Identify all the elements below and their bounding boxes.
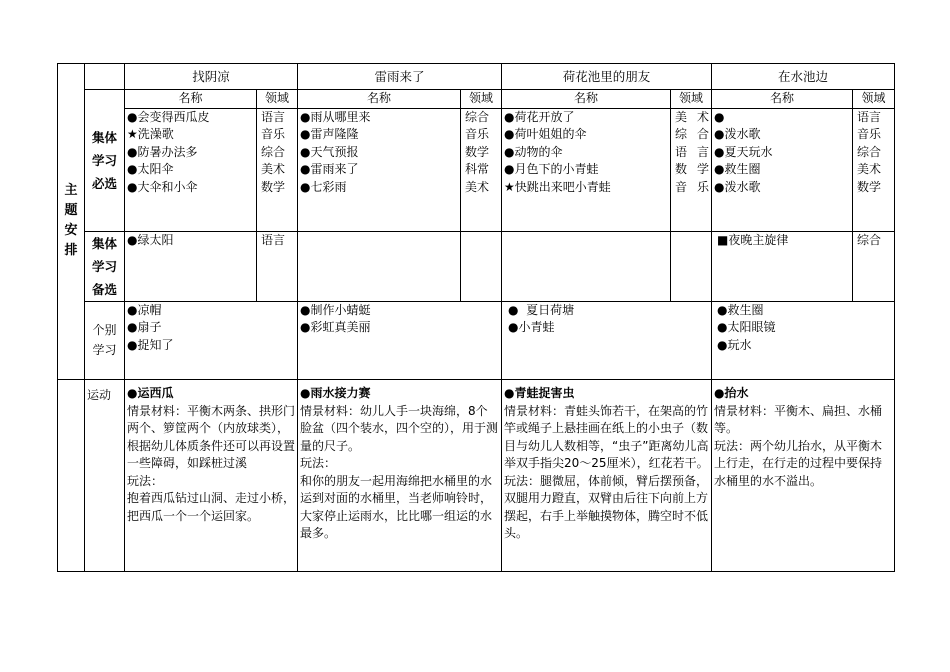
activity-item: ●雷雨来了 (300, 162, 359, 176)
activity-item: ●泼水歌 (714, 127, 761, 141)
activity-item: ●动物的伞 (504, 144, 563, 159)
column-header-row (58, 90, 895, 109)
domain-item: 综合 (857, 144, 882, 159)
domain-item: 音乐 (261, 127, 286, 141)
sport-cell (712, 385, 895, 571)
domain-item: 数学 (857, 179, 882, 194)
optional-name (502, 231, 671, 301)
theme-title: 找阴凉 (125, 64, 298, 90)
required-domains (671, 108, 712, 231)
optional-row (58, 231, 895, 301)
activity-item: ●月色下的小青蛙 (504, 162, 599, 176)
category-required: 集体学习必选 (85, 90, 125, 232)
activity-item: ●七彩雨 (300, 179, 347, 194)
domain-item: 数学 (465, 144, 490, 159)
domain-item: 数学 (675, 162, 710, 176)
sport-text: 情景材料：平衡木两条、拱形门两个、箩筐两个（内放球类），根据幼儿体质条件还可以再设置一些障碍，如踩桩过溪 (127, 403, 296, 470)
activity-item: ●防暑办法多 (127, 144, 198, 159)
individual-item: ●捉知了 (127, 337, 174, 352)
name-header: 名称 (125, 90, 257, 109)
activity-item: ●雨从哪里来 (300, 109, 371, 124)
required-row (58, 108, 895, 231)
required-names (125, 108, 257, 231)
optional-domain (671, 231, 712, 301)
domain-item: 音乐 (465, 127, 490, 141)
sport-text: 玩法：两个幼儿抬水，从平衡木上行走，在行走的过程中要保持水桶里的水不溢出。 (714, 438, 883, 488)
side-label: 主题安排 (58, 64, 85, 380)
theme-title: 在水池边 (712, 64, 895, 90)
theme-title: 雷雨来了 (298, 64, 502, 90)
domain-item: 综合 (465, 109, 490, 124)
optional-name: ●绿太阳 (125, 231, 257, 301)
individual-cell (502, 301, 712, 379)
individual-item: ●玩水 (717, 337, 752, 352)
sport-text: 抱着西瓜钻过山洞、走过小桥，把西瓜一个一个运回家。 (127, 491, 296, 523)
activity-item: ●太阳伞 (127, 162, 174, 176)
individual-row (58, 301, 895, 379)
category-sport: 运动 (85, 385, 125, 571)
sport-title: ●抬水 (714, 386, 749, 400)
activity-item: ●大伞和小伞 (127, 179, 198, 194)
theme-header-row (58, 64, 895, 90)
activity-item: ●夏天玩水 (714, 144, 773, 159)
individual-item: ●扇子 (127, 320, 162, 334)
sport-title: ●青蛙捉害虫 (504, 386, 575, 400)
domain-header: 领域 (671, 90, 712, 109)
domain-item: 数学 (261, 179, 286, 194)
activity-item: ●荷叶姐姐的伞 (504, 127, 587, 141)
domain-item: 美术 (857, 162, 882, 176)
category-optional: 集体学习备选 (85, 231, 125, 301)
sport-cell (125, 385, 298, 571)
side-empty-cell (58, 385, 85, 571)
activity-item: ●会变得西瓜皮 (127, 109, 210, 124)
sport-text: 和你的朋友一起用海绵把水桶里的水运到对面的水桶里，当老师响铃时，大家停止运雨水，比比哪一组运的水最多。 (300, 473, 493, 540)
activity-item: ● (714, 109, 725, 124)
sport-text: 情景材料：平衡木、扁担、水桶等。 (714, 403, 883, 435)
optional-domain: 语言 (257, 231, 298, 301)
activity-item: ●雷声隆隆 (300, 127, 359, 141)
sport-text: 玩法： (127, 473, 164, 488)
individual-item: ●太阳眼镜 (717, 320, 776, 334)
name-header: 名称 (502, 90, 671, 109)
activity-item: ●天气预报 (300, 144, 359, 159)
individual-cell (298, 301, 502, 379)
required-names (298, 108, 461, 231)
domain-header: 领域 (461, 90, 502, 109)
theme-plan-table (57, 63, 895, 572)
individual-cell (712, 301, 895, 379)
individual-item: ●救生圈 (717, 302, 764, 317)
domain-header: 领域 (853, 90, 895, 109)
category-individual: 个别学习 (85, 301, 125, 379)
individual-item: ●制作小蜻蜓 (300, 302, 371, 317)
sport-title: ●运西瓜 (127, 386, 174, 400)
activity-item: ●泼水歌 (714, 179, 761, 194)
individual-item: ●凉帽 (127, 302, 162, 317)
corner-cell (85, 64, 125, 90)
sport-text: 玩法：腿微屈，体前倾，臂后摆预备，双腿用力蹬直，双臂由后往下向前上方摆起，右手上举触摸物体，腾空时不低头。 (504, 473, 709, 540)
activity-item: ★快跳出来吧小青蛙 (504, 179, 611, 194)
optional-domain: 综合 (853, 231, 895, 301)
activity-item: ●荷花开放了 (504, 109, 575, 124)
domain-item: 科常 (465, 162, 490, 176)
sport-text: 情景材料：青蛙头饰若干，在架高的竹竿或绳子上悬挂画在纸上的小虫子（数目与幼儿人数相等，“虫子”距离幼儿高举双手指尖20～25厘米），红花若干。 (504, 403, 709, 470)
required-names (712, 108, 853, 231)
domain-item: 综合 (261, 144, 286, 159)
domain-item: 语言 (261, 109, 286, 124)
domain-item: 美术 (261, 162, 286, 176)
required-domains (853, 108, 895, 231)
name-header: 名称 (712, 90, 853, 109)
sport-title: ●雨水接力赛 (300, 386, 371, 400)
required-domains (257, 108, 298, 231)
theme-title: 荷花池里的朋友 (502, 64, 712, 90)
domain-header: 领域 (257, 90, 298, 109)
domain-item: 音乐 (675, 179, 710, 194)
activity-item: ●救生圈 (714, 162, 761, 176)
domain-item: 美术 (675, 109, 710, 124)
required-names (502, 108, 671, 231)
sport-row (58, 385, 895, 571)
activity-item: ★洗澡歌 (127, 127, 174, 141)
individual-item: ● 夏日荷塘 (508, 302, 575, 317)
required-domains (461, 108, 502, 231)
optional-name: ■夜晚主旋律 (712, 231, 853, 301)
optional-domain (461, 231, 502, 301)
individual-item: ●彩虹真美丽 (300, 320, 371, 334)
domain-item: 语言 (857, 109, 882, 124)
name-header: 名称 (298, 90, 461, 109)
optional-name (298, 231, 461, 301)
domain-item: 语言 (675, 144, 710, 159)
sport-cell (502, 385, 712, 571)
sport-cell (298, 385, 502, 571)
domain-item: 综合 (675, 127, 710, 141)
domain-item: 音乐 (857, 127, 882, 141)
domain-item: 美术 (465, 179, 490, 194)
individual-cell (125, 301, 298, 379)
sport-text: 情景材料：幼儿人手一块海绵，8个脸盆（四个装水，四个空的），用于测量的尺子。 (300, 403, 499, 453)
individual-item: ●小青蛙 (508, 320, 555, 334)
sport-text: 玩法： (300, 456, 337, 470)
